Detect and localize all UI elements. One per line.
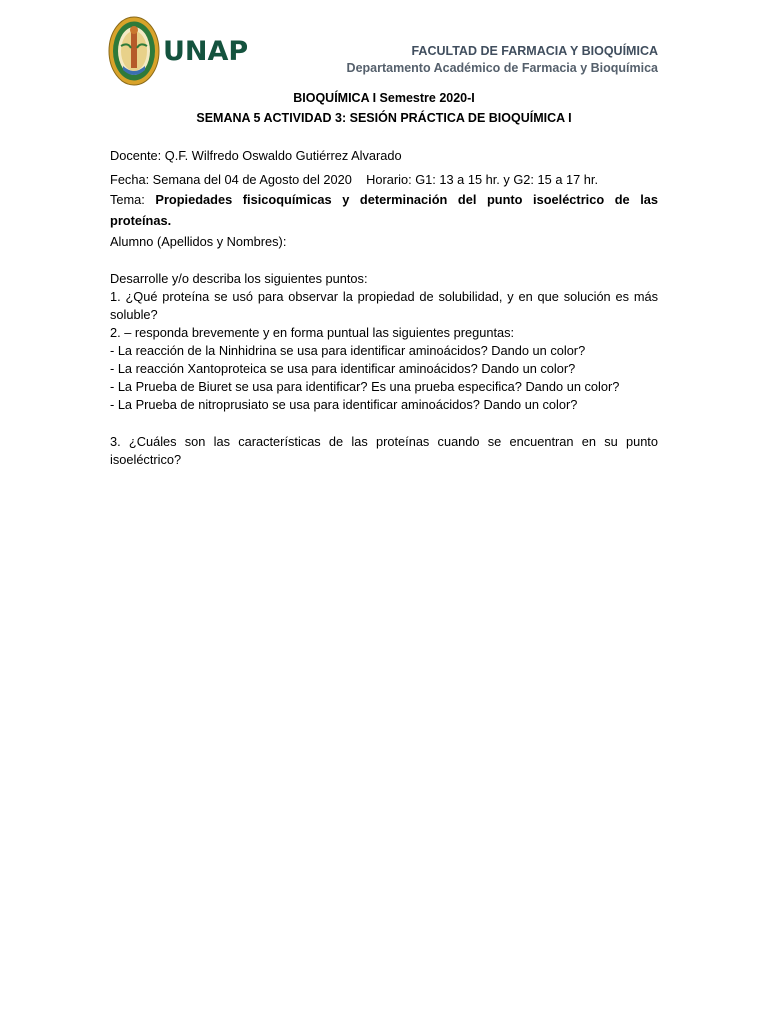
university-seal-logo bbox=[108, 16, 160, 86]
question-2-item: - La reacción Xantoproteica se usa para identificar aminoácidos? Dando un color? bbox=[110, 361, 576, 376]
question-2-item: - La reacción de la Ninhidrina se usa para identificar aminoácidos? Dando un color? bbox=[110, 343, 586, 358]
alumno-line: Alumno (Apellidos y Nombres): bbox=[110, 234, 287, 249]
unap-logo-text: UNAP bbox=[163, 36, 249, 67]
docente-line: Docente: Q.F. Wilfredo Oswaldo Gutiérrez Alvarado bbox=[110, 148, 402, 163]
instructions-intro: Desarrolle y/o describa los siguientes puntos: bbox=[110, 271, 368, 286]
tema-value: Propiedades fisicoquímicas y determinación del punto isoeléctrico de las proteínas. bbox=[110, 192, 658, 228]
document-titles bbox=[110, 88, 658, 128]
activity-title: SEMANA 5 ACTIVIDAD 3: SESIÓN PRÁCTICA DE BIOQUÍMICA I bbox=[196, 111, 572, 125]
question-1: 1. ¿Qué proteína se usó para observar la propiedad de solubilidad, y en que solución es más soluble? bbox=[110, 289, 658, 322]
department-name: Departamento Académico de Farmacia y Bioquímica bbox=[346, 61, 658, 75]
question-2-item: - La Prueba de Biuret se usa para identificar? Es una prueba especifica? Dando un color? bbox=[110, 379, 620, 394]
fecha-line: Fecha: Semana del 04 de Agosto del 2020 Horario: G1: 13 a 15 hr. y G2: 15 a 17 hr. bbox=[110, 172, 599, 187]
faculty-header bbox=[347, 43, 658, 77]
course-title: BIOQUÍMICA I Semestre 2020-I bbox=[293, 91, 475, 105]
faculty-name: FACULTAD DE FARMACIA Y BIOQUÍMICA bbox=[411, 44, 658, 58]
question-3: 3. ¿Cuáles son las características de las proteínas cuando se encuentran en su punto isoeléctrico? bbox=[110, 434, 658, 467]
question-2-item: - La Prueba de nitroprusiato se usa para identificar aminoácidos? Dando un color? bbox=[110, 397, 578, 412]
tema-label: Tema: bbox=[110, 192, 156, 207]
question-2: 2. – responda brevemente y en forma puntual las siguientes preguntas: bbox=[110, 325, 515, 340]
tema-line bbox=[110, 189, 658, 231]
document-body bbox=[110, 147, 658, 469]
